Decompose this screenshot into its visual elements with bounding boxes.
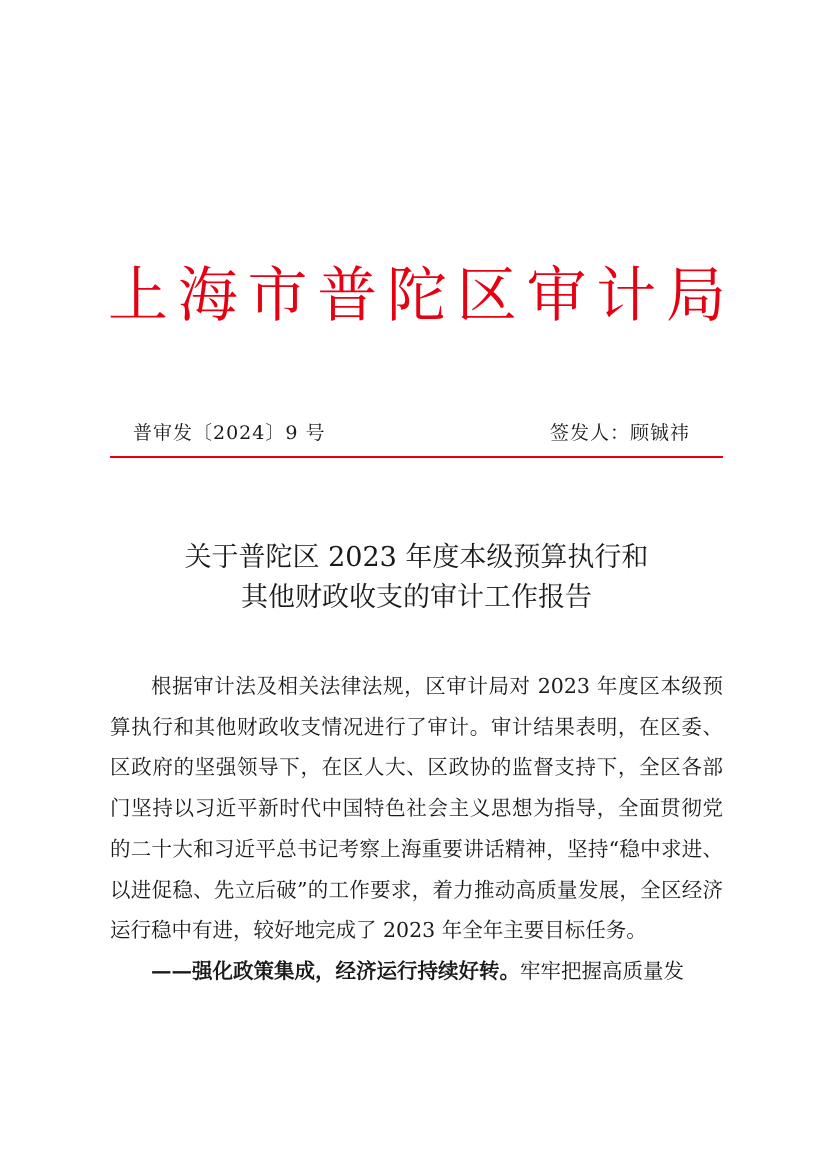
report-title-line-2: 其他财政收支的审计工作报告 (241, 582, 592, 613)
red-divider-line (110, 456, 723, 458)
paragraph-lead-heading: ——强化政策集成，经济运行持续好转。 (151, 958, 520, 983)
body-paragraph-2 (110, 951, 723, 992)
body-text (110, 666, 723, 992)
paragraph-text: 牢牢把握高质量发 (520, 958, 684, 983)
signer: 签发人：顾铖祎 (549, 422, 690, 444)
report-title-line-1: 关于普陀区 2023 年度本级预算执行和 (184, 542, 649, 573)
document-number: 普审发〔2024〕9 号 (133, 422, 326, 444)
body-paragraph-1: 根据审计法及相关法律法规，区审计局对 2023 年度区本级预算执行和其他财政收支情况进行了审计。审计结果表明，在区委、区政府的坚强领导下，在区人大、区政协的监督支持下，全区各部门坚持以习近平新时代中国特色社会主义思想为指导，全面贯彻党的二十大和习近平总书记考察上海重要讲话精神，坚持“稳中求进、以进促稳、先立后破”的工作要求，着力推动高质量发展，全区经济运行稳中有进，较好地完成了 2023 年全年主要目标任务。 (110, 674, 723, 943)
report-title (110, 538, 723, 618)
issuing-agency-title: 上海市普陀区审计局 (108, 261, 728, 331)
